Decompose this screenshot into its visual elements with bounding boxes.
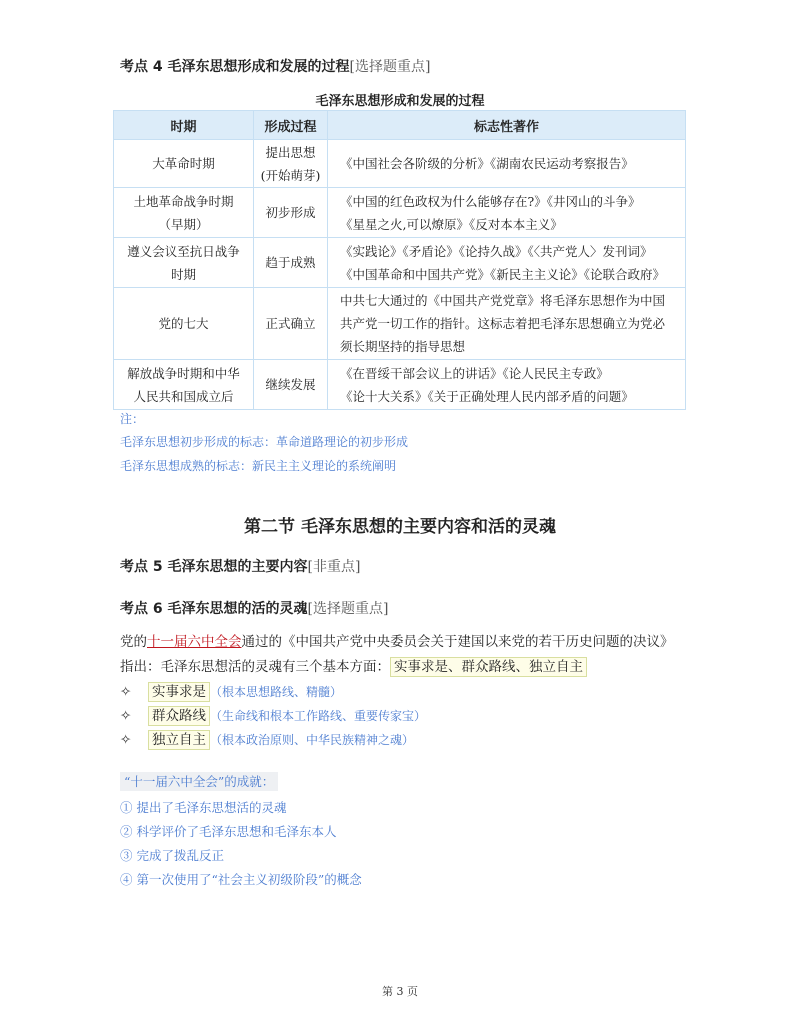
achievement-item: ① 提出了毛泽东思想活的灵魂 [120, 800, 287, 815]
process-table [113, 110, 686, 410]
table-row [114, 188, 686, 238]
achievements-title: “十一届六中全会”的成就： [120, 772, 278, 791]
achievements-title-row [120, 772, 278, 790]
bullet-diamond-icon: ✧ [120, 708, 132, 724]
heading-title: 考点 6 毛泽东思想的活的灵魂 [120, 601, 308, 617]
note-line: 毛泽东思想初步形成的标志：革命道路理论的初步形成 [120, 435, 409, 449]
page-number: 第 3 页 [382, 985, 418, 998]
bullet-term: 实事求是 [148, 682, 210, 702]
cell-period: 解放战争时期和中华 人民共和国成立后 [114, 360, 254, 410]
cell-works: 《中国的红色政权为什么能够存在?》《井冈山的斗争》 《星星之火,可以燎原》《反对本本主义》 [328, 188, 686, 238]
highlight-meeting: 十一届六中全会 [147, 634, 242, 650]
cell-period: 遵义会议至抗日战争 时期 [114, 238, 254, 288]
bullet-note: （根本思想路线、精髓） [210, 685, 343, 699]
cell-process: 正式确立 [254, 288, 328, 360]
table-row [114, 238, 686, 288]
bullet-item [120, 680, 342, 700]
heading-tag: [选择题重点] [349, 59, 431, 75]
cell-period: 党的七大 [114, 288, 254, 360]
bullet-item [120, 728, 414, 748]
heading-title: 考点 4 毛泽东思想形成和发展的过程 [120, 59, 350, 75]
cell-process: 趋于成熟 [254, 238, 328, 288]
achievement-item: ③ 完成了拨乱反正 [120, 848, 224, 863]
cell-process: 继续发展 [254, 360, 328, 410]
table-row [114, 140, 686, 188]
header-process: 形成过程 [254, 111, 328, 140]
achievement-item: ② 科学评价了毛泽东思想和毛泽东本人 [120, 824, 337, 839]
cell-process: 提出思想 (开始萌芽) [254, 140, 328, 188]
table-caption: 毛泽东思想形成和发展的过程 [315, 94, 485, 109]
table-row [114, 360, 686, 410]
table-row [114, 288, 686, 360]
cell-works: 《实践论》《矛盾论》《论持久战》《〈共产党人〉发刊词》 《中国革命和中国共产党》《新民主主义论》《论联合政府》 [328, 238, 686, 288]
header-works: 标志性著作 [328, 111, 686, 140]
paragraph-line: 党的十一届六中全会通过的《中国共产党中央委员会关于建国以来党的若干历史问题的决议》 [120, 634, 674, 650]
highlight-soul: 实事求是、群众路线、独立自主 [390, 657, 587, 677]
bullet-term: 独立自主 [148, 730, 210, 750]
header-period: 时期 [114, 111, 254, 140]
heading-tag: [非重点] [307, 559, 361, 575]
bullet-note: （根本政治原则、中华民族精神之魂） [210, 733, 415, 747]
bullet-term: 群众路线 [148, 706, 210, 726]
bullet-note: （生命线和根本工作路线、重要传家宝） [210, 709, 427, 723]
cell-process: 初步形成 [254, 188, 328, 238]
cell-works: 中共七大通过的《中国共产党党章》将毛泽东思想作为中国 共产党一切工作的指针。这标志着把毛泽东思想确立为党必 须长期坚持的指导思想 [328, 288, 686, 360]
table-header-row [114, 111, 686, 140]
heading-kaodian-4 [120, 56, 430, 76]
section-title: 第二节 毛泽东思想的主要内容和活的灵魂 [244, 517, 556, 537]
note-line: 毛泽东思想成熟的标志：新民主主义理论的系统阐明 [120, 459, 397, 473]
cell-works: 《中国社会各阶级的分析》《湖南农民运动考察报告》 [328, 140, 686, 188]
cell-period: 土地革命战争时期 （早期） [114, 188, 254, 238]
bullet-diamond-icon: ✧ [120, 684, 132, 700]
cell-works: 《在晋绥干部会议上的讲话》《论人民民主专政》 《论十大关系》《关于正确处理人民内部矛盾的问题》 [328, 360, 686, 410]
bullet-item [120, 704, 426, 724]
notes-label: 注： [120, 412, 145, 426]
heading-tag: [选择题重点] [307, 601, 389, 617]
cell-period: 大革命时期 [114, 140, 254, 188]
achievement-item: ④ 第一次使用了“社会主义初级阶段”的概念 [120, 872, 362, 887]
bullet-diamond-icon: ✧ [120, 732, 132, 748]
heading-kaodian-5 [120, 556, 360, 576]
heading-title: 考点 5 毛泽东思想的主要内容 [120, 559, 308, 575]
heading-kaodian-6 [120, 598, 388, 618]
paragraph-line: 指出：毛泽东思想活的灵魂有三个基本方面： 实事求是、群众路线、独立自主 [120, 655, 587, 675]
